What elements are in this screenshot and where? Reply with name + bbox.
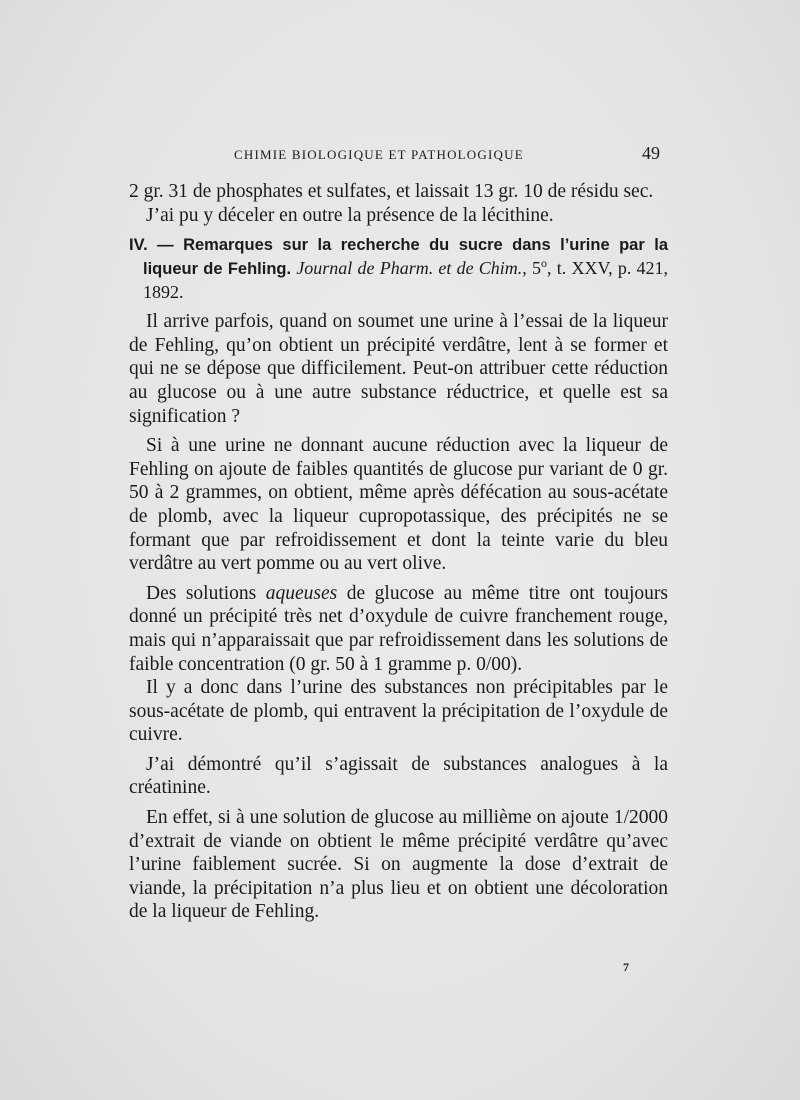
- signature-mark: 7: [623, 960, 629, 974]
- citation-details: , t. XXV, p. 421, 1892.: [143, 258, 669, 303]
- text-segment: ).: [510, 653, 523, 675]
- section-heading: [129, 233, 668, 304]
- emphasis-aqueuses: aqueuses: [265, 582, 338, 604]
- page-header: [130, 143, 660, 165]
- text-segment: Des solutions: [146, 582, 266, 604]
- series-superscript: o: [541, 256, 548, 271]
- series-number: 5: [532, 258, 542, 279]
- paragraph-sous-acetate: Il y a donc dans l’urine des substances non précipitables par le sous-acétate de plomb, qui entravent la précipitation de l’oxydule de cuivre.: [129, 677, 668, 746]
- running-title: CHIMIE BIOLOGIQUE ET PATHOLOGIQUE: [234, 147, 524, 162]
- paragraph-creatinine: J’ai démontré qu’il s’agissait de substances analogues à la créatinine.: [129, 753, 668, 799]
- paragraph-residu: 2 gr. 31 de phosphates et sulfates, et laissait 13 gr. 10 de résidu sec.: [129, 181, 654, 202]
- text-segment: de glucose au même titre ont toujours donné un précipité très net d’oxydule de cuivre franchement rouge, mais qui n’apparaissait que par refroidissement dans les solutions de faible concentration (0 gr. 50 à 1 gramme p.: [129, 582, 668, 675]
- paragraph-precipite-verdatre: Il arrive parfois, quand on soumet une urine à l’essai de la liqueur de Fehling, qu’on obtient un précipité verdâtre, lent à se former et qui ne se dépose que difficilement. Peut-on attribuer cette réduction au glucose ou à une autre substance réductrice, et quelle est sa signification ?: [129, 311, 668, 427]
- permille-symbol: 0/00: [476, 653, 511, 675]
- paragraph-extrait-viande: En effet, si à une solution de glucose au millième on ajoute 1/2000 d’extrait de viande on obtient le même précipité verdâtre qu’avec l’urine faiblement sucrée. Si on augmente la dose d’extrait de viande, la précipitation n’a plus lieu et on obtient une décoloration de la liqueur de Fehling.: [129, 807, 668, 923]
- page-number: 49: [642, 143, 660, 163]
- page-body: [129, 180, 668, 924]
- journal-name: Journal de Pharm. et de Chim.,: [296, 258, 527, 279]
- section-title: IV. — Remarques sur la recherche du sucre dans l’urine par la liqueur de Fehling.: [129, 236, 668, 279]
- paragraph-solutions-aqueuses: [129, 582, 668, 676]
- paragraph-glucose-urine: Si à une urine ne donnant aucune réduction avec la liqueur de Fehling on ajoute de faibles quantités de glucose pur variant de 0 gr. 50 à 2 grammes, on obtient, même après défécation au sous-acétate de plomb, avec la liqueur cupropotassique, des précipités ne se formant que par refroidissement et dont la teinte varie du bleu verdâtre au vert pomme ou au vert olive.: [129, 435, 668, 575]
- paragraph-lecithine: J’ai pu y déceler en outre la présence de la lécithine.: [146, 204, 554, 226]
